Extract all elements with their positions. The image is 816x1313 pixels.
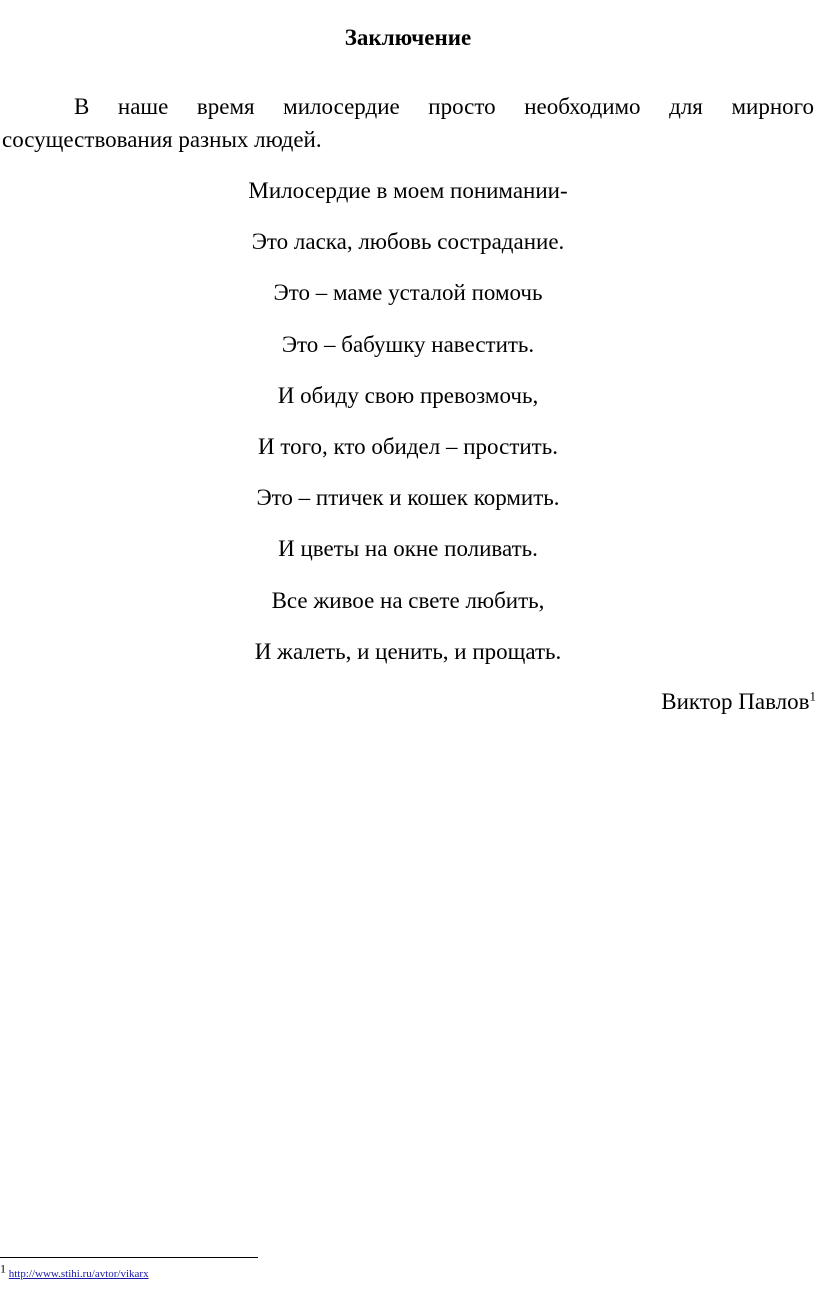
poem-line: И жалеть, и ценить, и прощать.: [254, 638, 562, 664]
poem-line: Это – птичек и кошек кормить.: [256, 485, 560, 511]
footnote-separator: [0, 1257, 258, 1258]
footnote: [0, 1263, 149, 1285]
footnote-link[interactable]: http://www.stihi.ru/avtor/vikarx: [8, 1268, 149, 1280]
author-name: Виктор Павлов: [661, 689, 810, 714]
poem-line: Все живое на свете любить,: [271, 587, 545, 613]
page-title: Заключение: [344, 25, 472, 50]
poem-line: И того, кто обидел – простить.: [258, 433, 558, 459]
poem-line: Это – маме усталой помочь: [273, 280, 543, 306]
author-signature: [661, 685, 816, 719]
poem-line: Это – бабушку навестить.: [281, 331, 535, 357]
poem-line: И обиду свою превозмочь,: [277, 382, 539, 408]
poem: [0, 174, 816, 686]
footnote-reference[interactable]: 1: [809, 688, 816, 704]
intro-line-2: сосуществования разных людей.: [2, 127, 322, 152]
poem-line: Это ласка, любовь сострадание.: [251, 229, 565, 255]
poem-line: Милосердие в моем понимании-: [248, 178, 568, 203]
footnote-mark: 1: [0, 1261, 6, 1276]
intro-line-1: В наше время милосердие просто необходимо для мирного: [74, 94, 814, 119]
poem-line: И цветы на окне поливать.: [278, 536, 538, 562]
intro-paragraph: [2, 90, 814, 156]
